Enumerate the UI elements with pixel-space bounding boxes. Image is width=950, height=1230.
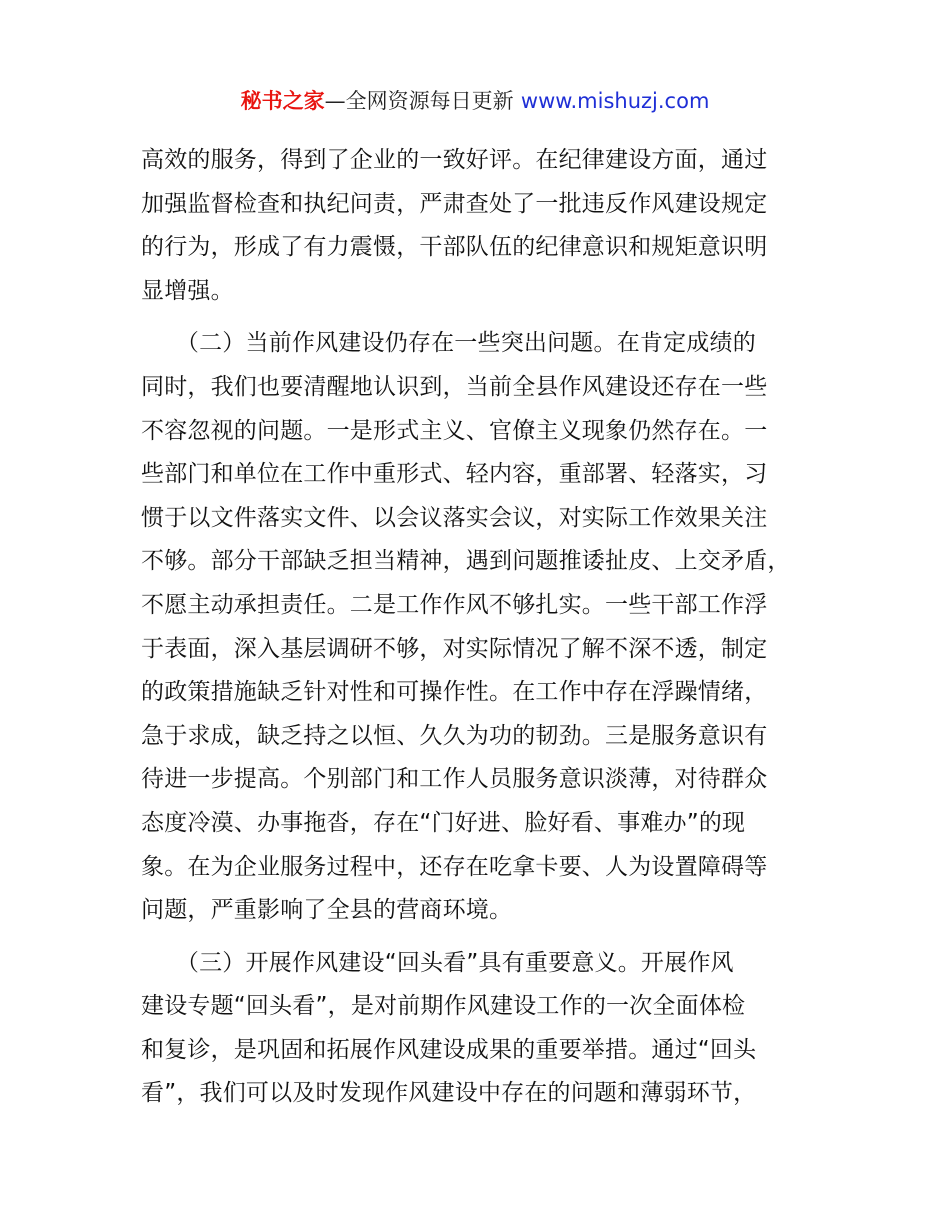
text-line: 些部门和单位在工作中重形式、轻内容，重部署、轻落实，习: [141, 461, 768, 488]
site-tagline: —全网资源每日更新: [324, 89, 514, 113]
paragraph-gap: [141, 313, 813, 322]
text-line: 同时，我们也要清醒地认识到，当前全县作风建设还存在一些: [141, 373, 768, 400]
text-line: 不容忽视的问题。一是形式主义、官僚主义现象仍然存在。一: [141, 417, 768, 444]
document-body: [141, 139, 813, 1116]
text-line: 看”，我们可以及时发现作风建设中存在的问题和薄弱环节，: [141, 1080, 757, 1107]
text-line: 显增强。: [141, 277, 234, 304]
paragraph: [141, 942, 813, 1116]
site-brand: 秘书之家: [240, 89, 325, 113]
text-line: 和复诊，是巩固和拓展作风建设成果的重要举措。通过“回头: [141, 1036, 757, 1063]
text-line: （二）当前作风建设仍存在一些突出问题。在肯定成绩的: [141, 330, 756, 357]
site-header: [0, 86, 950, 116]
text-line: 建设专题“回头看”，是对前期作风建设工作的一次全面体检: [141, 993, 746, 1020]
text-line: 高效的服务，得到了企业的一致好评。在纪律建设方面，通过: [141, 147, 768, 173]
text-line: 态度冷漠、办事拖沓，存在“门好进、脸好看、事难办”的现: [141, 809, 746, 836]
paragraph-gap: [141, 933, 813, 942]
site-url-link[interactable]: www.mishuzj.com: [520, 89, 710, 113]
text-line: 惯于以文件落实文件、以会议落实会议，对实际工作效果关注: [141, 504, 768, 531]
paragraph: [141, 139, 813, 313]
text-line: 加强监督检查和执纪问责，严肃查处了一批违反作风建设规定: [141, 190, 768, 217]
text-line: 于表面，深入基层调研不够，对实际情况了解不深不透，制定: [141, 635, 768, 662]
text-line: （三）开展作风建设“回头看”具有重要意义。开展作风: [141, 949, 734, 976]
paragraph: [141, 322, 813, 932]
text-line: 问题，严重影响了全县的营商环境。: [141, 897, 513, 924]
text-line: 的行为，形成了有力震慑，干部队伍的纪律意识和规矩意识明: [141, 234, 768, 261]
text-line: 不愿主动承担责任。二是工作作风不够扎实。一些干部工作浮: [141, 591, 768, 618]
text-line: 待进一步提高。个别部门和工作人员服务意识淡薄，对待群众: [141, 766, 768, 793]
text-line: 急于求成，缺乏持之以恒、久久为功的韧劲。三是服务意识有: [141, 722, 768, 749]
text-line: 不够。部分干部缺乏担当精神，遇到问题推诿扯皮、上交矛盾，: [141, 548, 791, 575]
text-line: 象。在为企业服务过程中，还存在吃拿卡要、人为设置障碍等: [141, 853, 768, 880]
text-line: 的政策措施缺乏针对性和可操作性。在工作中存在浮躁情绪，: [141, 679, 768, 706]
